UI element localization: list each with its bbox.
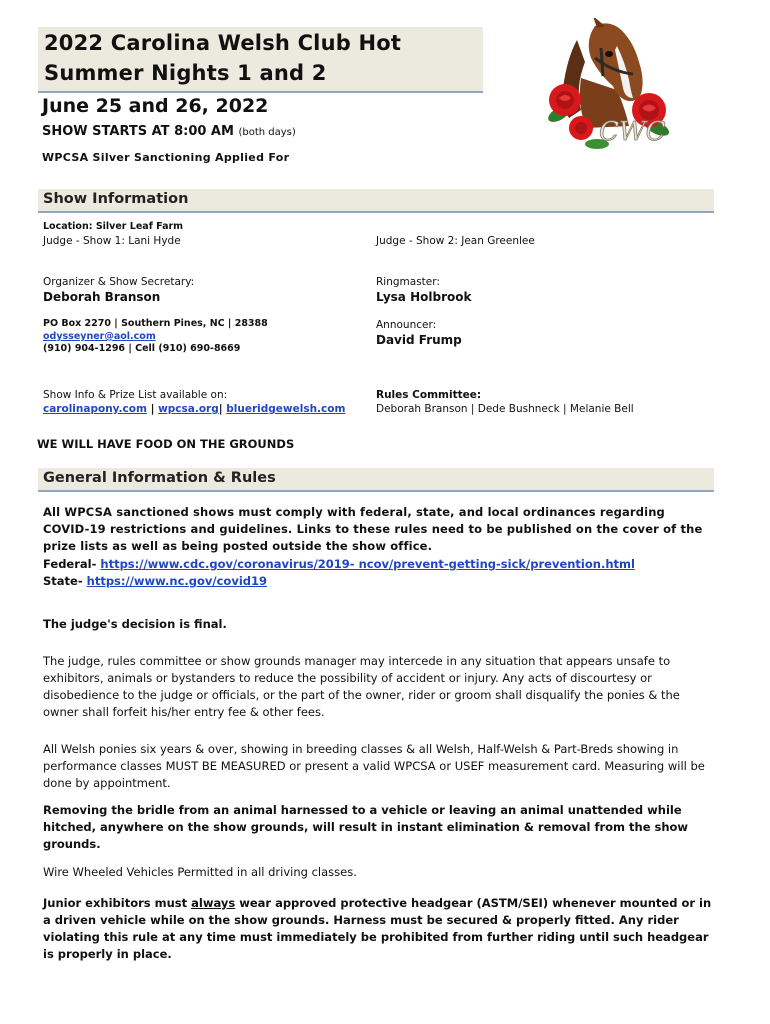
covid-paragraph: All WPCSA sanctioned shows must comply with federal, state, and local ordinances regarding COVID-19 restrictions and guidelines. Links to these rules need to be published on the cover of the prize lists as well as being posted outside the show office. xyxy=(43,505,703,553)
announcer-name: David Frump xyxy=(376,333,462,347)
link-separator: | xyxy=(150,403,159,415)
federal-line xyxy=(43,557,635,571)
event-dates: June 25 and 26, 2022 xyxy=(42,95,269,117)
general-info-heading: General Information & Rules xyxy=(43,470,276,486)
junior-text-post: wear approved protective headgear (ASTM/SEI) whenever mounted or in a driven vehicle while on the show grounds. Harness must be secured & properly fitted. Any rider violating this rule at any time must immediately be prohibited from further riding until such headgear is properly in place. xyxy=(43,896,712,961)
federal-link[interactable]: https://www.cdc.gov/coronavirus/2019- ncov/prevent-getting-sick/prevention.html xyxy=(100,557,635,571)
state-line xyxy=(43,574,267,588)
link-carolinapony[interactable]: carolinapony.com xyxy=(43,403,147,415)
show-info-header xyxy=(38,189,714,213)
junior-text-pre: Junior exhibitors must xyxy=(43,896,192,910)
phone-numbers: (910) 904-1296 | Cell (910) 690-8669 xyxy=(43,343,241,354)
bridle-paragraph: Removing the bridle from an animal harnessed to a vehicle or leaving an animal unattended while hitched, anywhere on the show grounds, will result in instant elimination & removal from the show grounds. xyxy=(43,803,689,851)
link-blueridgewelsh[interactable]: blueridgewelsh.com xyxy=(226,403,346,415)
ringmaster-label: Ringmaster: xyxy=(376,276,440,288)
link-separator: | xyxy=(218,403,227,415)
organizer-label: Organizer & Show Secretary: xyxy=(43,276,195,288)
measuring-paragraph: All Welsh ponies six years & over, showing in breeding classes & all Welsh, Half-Welsh & Part-Breds showing in performance classes MUST BE MEASURED or present a valid WPCSA or USEF measurement card. Measuring will be done by appointment. xyxy=(43,742,705,790)
wire-wheeled-note: Wire Wheeled Vehicles Permitted in all driving classes. xyxy=(43,865,357,879)
prize-list-label: Show Info & Prize List available on: xyxy=(43,389,228,401)
organizer-name: Deborah Branson xyxy=(43,290,161,304)
ringmaster-name: Lysa Holbrook xyxy=(376,290,472,304)
prize-list-links xyxy=(43,403,345,415)
logo-text: CWC xyxy=(599,117,666,147)
show-start-note: (both days) xyxy=(238,127,296,138)
show-info-heading: Show Information xyxy=(43,191,189,207)
state-label: State- xyxy=(43,574,83,588)
mailing-address: PO Box 2270 | Southern Pines, NC | 28388 xyxy=(43,318,268,329)
email-link[interactable]: odysseyner@aol.com xyxy=(43,331,156,342)
rules-committee-label: Rules Committee: xyxy=(376,389,482,401)
judge-final: The judge's decision is final. xyxy=(43,617,227,631)
show-start-text: SHOW STARTS AT 8:00 AM xyxy=(42,124,234,139)
state-link[interactable]: https://www.nc.gov/covid19 xyxy=(86,574,267,588)
judge-show-1: Judge - Show 1: Lani Hyde xyxy=(43,235,181,247)
sanctioning-note: WPCSA Silver Sanctioning Applied For xyxy=(42,151,290,164)
title-line-2: Summer Nights 1 and 2 xyxy=(44,61,327,85)
rules-committee-names: Deborah Branson | Dede Bushneck | Melanie Bell xyxy=(376,403,634,415)
judge-show-2: Judge - Show 2: Jean Greenlee xyxy=(376,235,535,247)
location: Location: Silver Leaf Farm xyxy=(43,221,184,232)
junior-headgear-paragraph xyxy=(43,895,713,963)
horse-roses-logo-icon xyxy=(537,18,677,158)
general-info-header xyxy=(38,468,714,492)
announcer-label: Announcer: xyxy=(376,319,437,331)
title-line-1: 2022 Carolina Welsh Club Hot xyxy=(44,31,402,55)
intercede-paragraph: The judge, rules committee or show grounds manager may intercede in any situation that appears unsafe to exhibitors, animals or bystanders to reduce the possibility of accident or injury. Any acts of discourtesy or disobedience to the judge or officials, or the part of the owner, rider or groom shall disqualify the ponies & the owner shall forfeit his/her entry fee & other fees. xyxy=(43,654,680,719)
title-box xyxy=(38,27,483,93)
food-notice: WE WILL HAVE FOOD ON THE GROUNDS xyxy=(37,437,295,451)
junior-always: always xyxy=(191,896,236,910)
federal-label: Federal- xyxy=(43,557,97,571)
link-wpcsa[interactable]: wpcsa.org xyxy=(158,403,219,415)
show-start-time xyxy=(42,124,296,139)
club-logo xyxy=(537,18,677,158)
